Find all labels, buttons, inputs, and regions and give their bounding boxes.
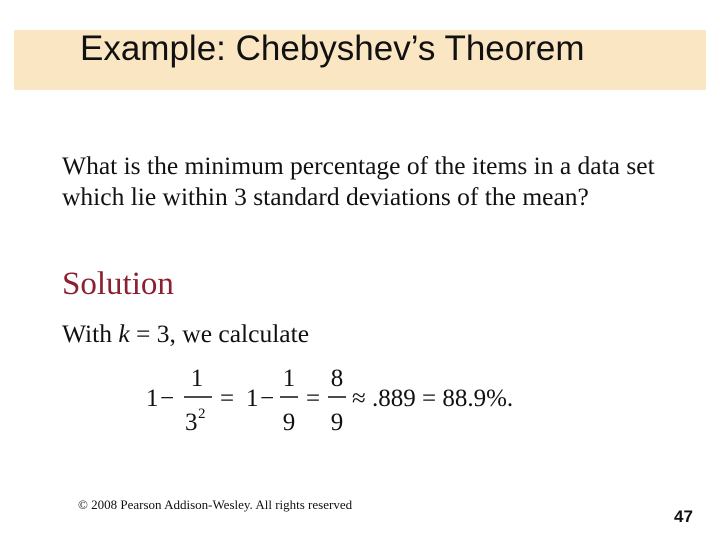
question-text: What is the minimum percentage of the items in a data set which lie within 3 standard deviations of the mean? [62, 151, 655, 211]
slide-title: Example: Chebyshev’s Theorem [80, 29, 585, 68]
eq-minus-b: − [260, 385, 275, 412]
eq-equals-b: = [306, 385, 321, 412]
page-number: 47 [674, 507, 693, 526]
eq-frac3-numerator: 8 [330, 365, 344, 392]
eq-frac1-denominator-exponent: 2 [198, 406, 206, 422]
calc-variable: k [118, 319, 130, 348]
equation-svg [140, 360, 550, 440]
eq-one-a: 1 [146, 385, 159, 412]
eq-approx: ≈ [352, 385, 366, 412]
eq-frac1-numerator: 1 [190, 365, 204, 392]
copyright-notice: © 2008 Pearson Addison-Wesley. All rights reserved [78, 497, 353, 512]
solution-heading: Solution [62, 266, 174, 302]
eq-one-b: 1 [246, 385, 259, 412]
eq-frac1-denominator-base: 3 [185, 409, 198, 436]
eq-result: .889 = 88.9%. [372, 385, 514, 412]
calculation-intro [62, 318, 309, 349]
eq-equals-a: = [220, 385, 235, 412]
calc-prefix: With [62, 319, 119, 348]
eq-minus-a: − [160, 385, 175, 412]
eq-frac3-denominator: 9 [330, 409, 344, 436]
calc-suffix: = 3, we calculate [129, 319, 310, 348]
eq-frac2-numerator: 1 [282, 365, 296, 392]
chebyshev-equation [140, 360, 550, 440]
eq-frac2-denominator: 9 [282, 409, 296, 436]
